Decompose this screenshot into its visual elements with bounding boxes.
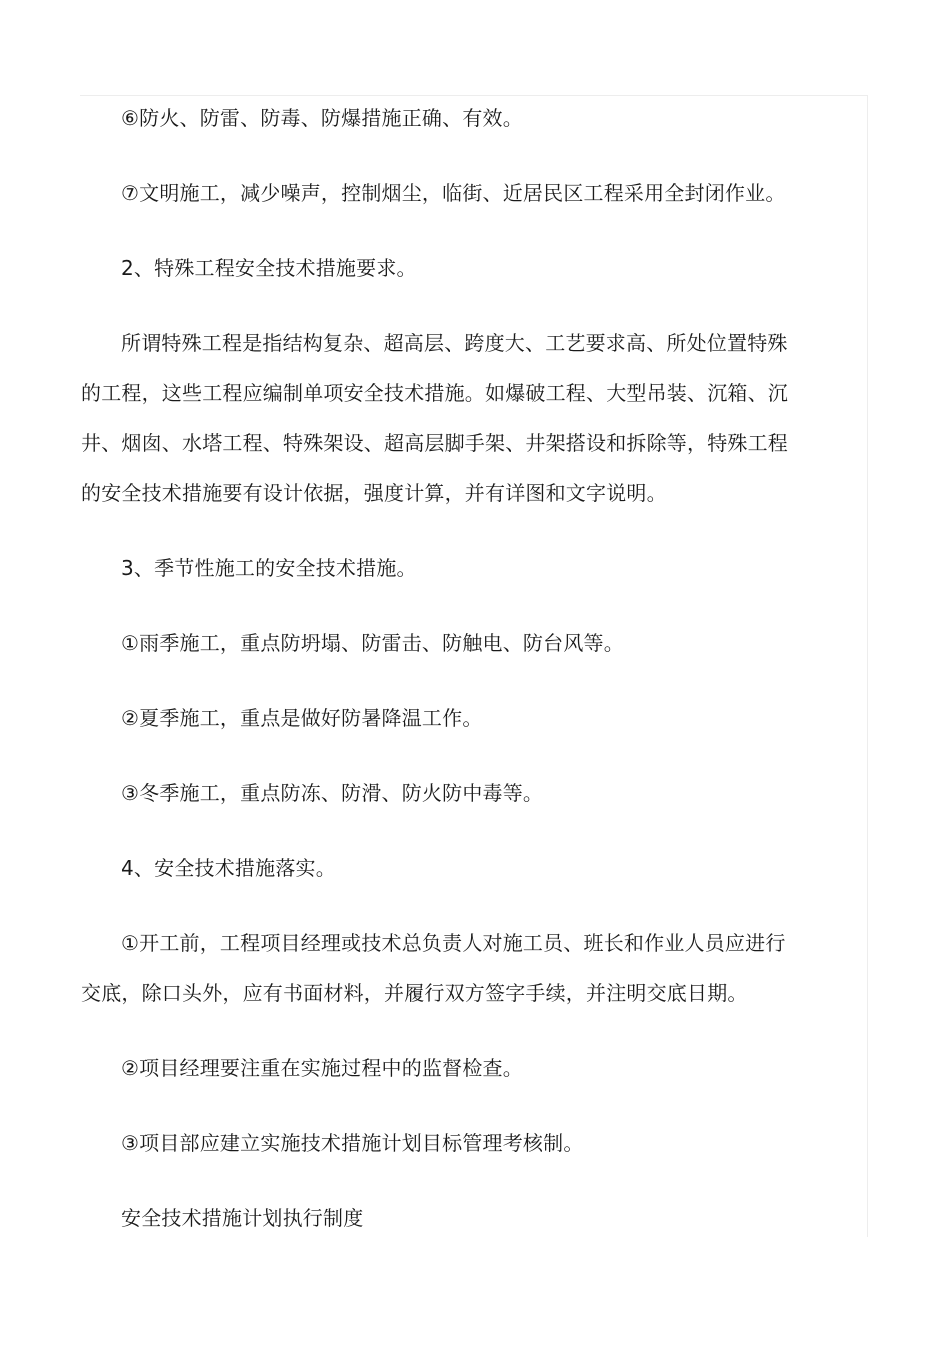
paragraph-fire-lightning: ⑥防火、防雷、防毒、防爆措施正确、有效。 xyxy=(121,106,523,130)
paragraph-special-projects-line-4: 的安全技术措施要有设计依据，强度计算，并有详图和文字说明。 xyxy=(81,481,667,505)
paragraph-special-projects-line-2: 的工程，这些工程应编制单项安全技术措施。如爆破工程、大型吊装、沉箱、沉 xyxy=(81,381,788,405)
paragraph-assessment-system: ③项目部应建立实施技术措施计划目标管理考核制。 xyxy=(121,1131,584,1155)
heading-seasonal-construction: 3、季节性施工的安全技术措施。 xyxy=(121,556,417,580)
paragraph-special-projects-line-3: 井、烟囱、水塔工程、特殊架设、超高层脚手架、井架搭设和拆除等，特殊工程 xyxy=(81,431,788,455)
paragraph-summer-season: ②夏季施工，重点是做好防暑降温工作。 xyxy=(121,706,483,730)
paragraph-special-projects-line-1: 所谓特殊工程是指结构复杂、超高层、跨度大、工艺要求高、所处位置特殊 xyxy=(121,331,788,355)
section-title-execution-system: 安全技术措施计划执行制度 xyxy=(121,1206,364,1230)
heading-special-projects: 2、特殊工程安全技术措施要求。 xyxy=(121,256,417,280)
paragraph-rainy-season: ①雨季施工，重点防坍塌、防雷击、防触电、防台风等。 xyxy=(121,631,624,655)
paragraph-winter-season: ③冬季施工，重点防冻、防滑、防火防中毒等。 xyxy=(121,781,544,805)
paragraph-before-start-line-2: 交底，除口头外，应有书面材料，并履行双方签字手续，并注明交底日期。 xyxy=(81,981,748,1005)
paragraph-civilized-construction: ⑦文明施工，减少噪声，控制烟尘，临街、近居民区工程采用全封闭作业。 xyxy=(121,181,786,205)
paragraph-supervision: ②项目经理要注重在实施过程中的监督检查。 xyxy=(121,1056,523,1080)
paragraph-before-start-line-1: ①开工前，工程项目经理或技术总负责人对施工员、班长和作业人员应进行 xyxy=(121,931,786,955)
heading-implementation: 4、安全技术措施落实。 xyxy=(121,856,336,880)
